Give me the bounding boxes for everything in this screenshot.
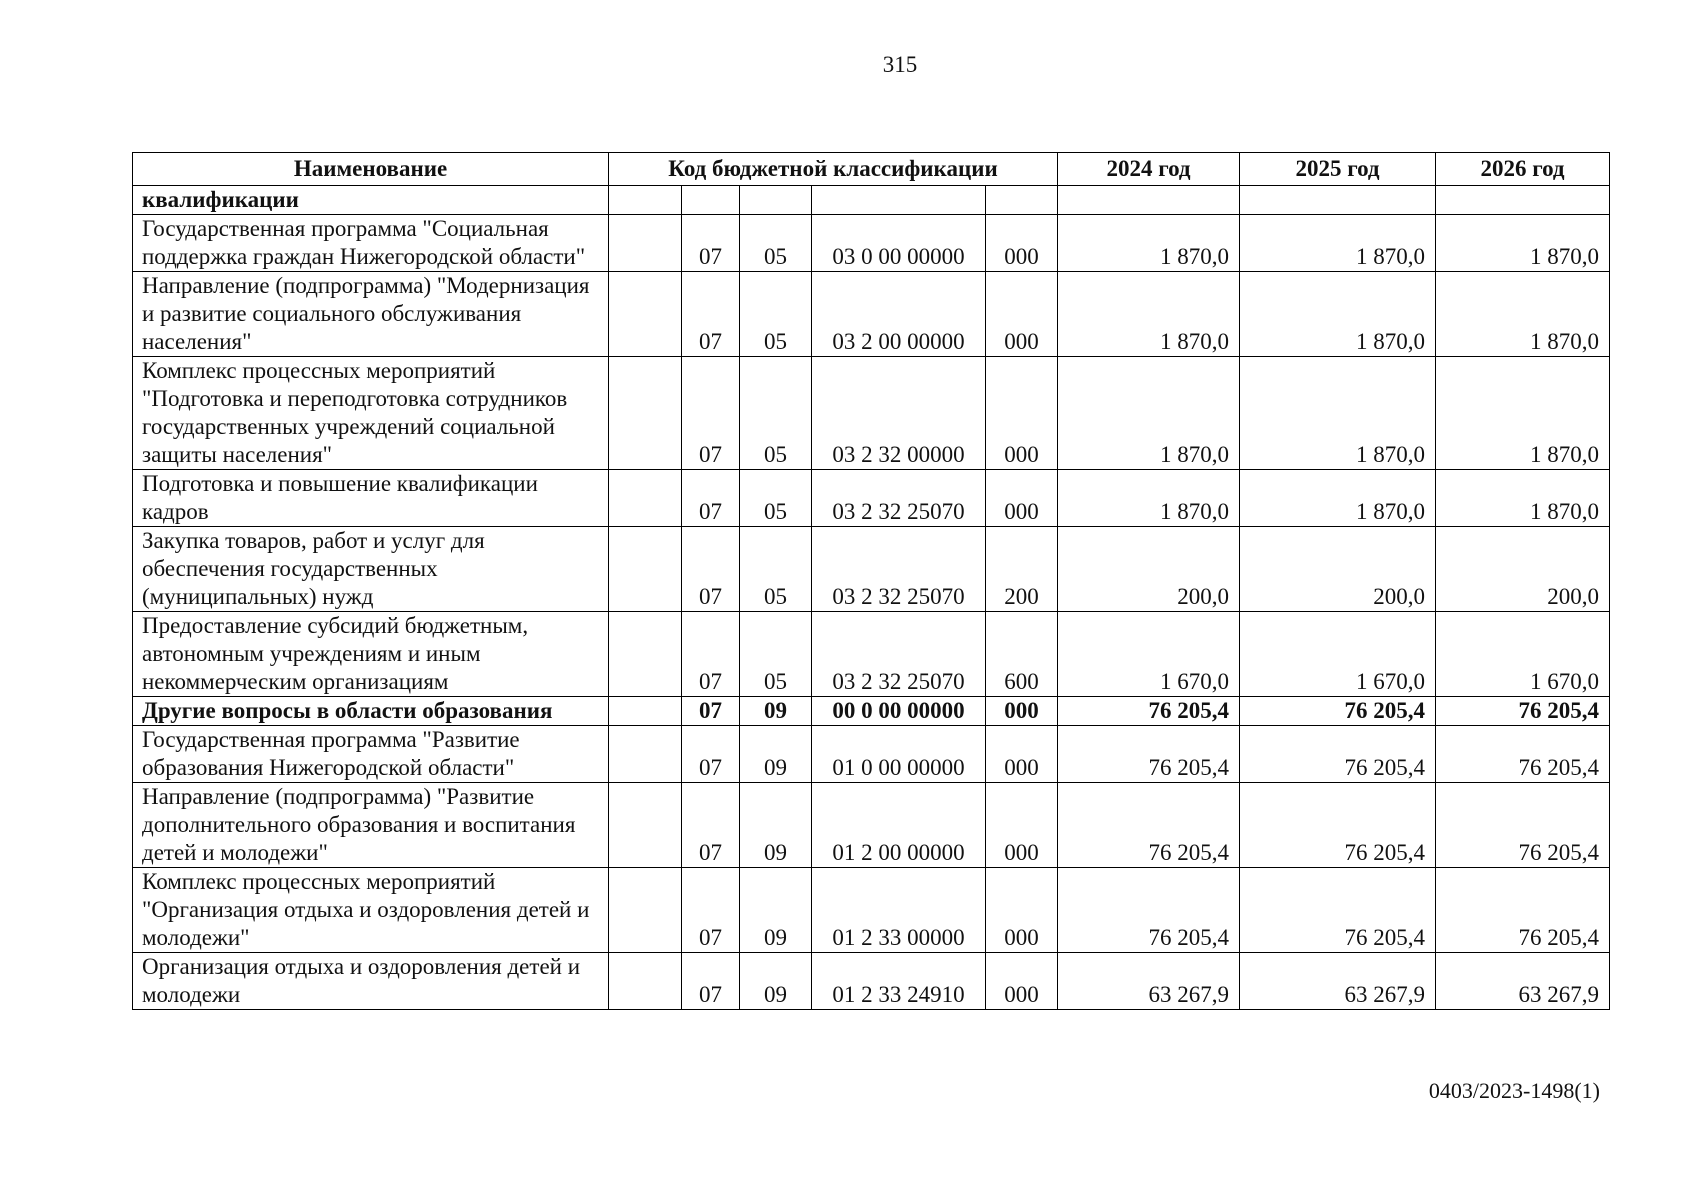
cell-name: Другие вопросы в области образования [133,697,609,726]
cell-code-empty [609,357,682,470]
cell-expense-type: 600 [986,612,1058,697]
cell-amount-2026: 1 670,0 [1436,612,1610,697]
cell-amount-2025: 76 205,4 [1240,726,1436,783]
cell-name: Комплекс процессных мероприятий "Подготовка и переподготовка сотрудников государственных учреждений социальной защиты населения" [133,357,609,470]
cell-target-article: 03 2 32 25070 [812,527,986,612]
cell-amount-2026: 76 205,4 [1436,783,1610,868]
cell-code-empty [609,470,682,527]
header-2026: 2026 год [1436,153,1610,186]
cell-expense-type: 000 [986,726,1058,783]
cell-name: Комплекс процессных мероприятий "Организация отдыха и оздоровления детей и молодежи" [133,868,609,953]
cell-amount-2025: 63 267,9 [1240,953,1436,1010]
cell-amount-2025: 1 870,0 [1240,272,1436,357]
cell-target-article: 03 2 32 25070 [812,612,986,697]
cell-target-article: 03 0 00 00000 [812,215,986,272]
cell-amount-2024: 76 205,4 [1058,726,1240,783]
cell-section: 07 [682,783,740,868]
cell-section: 07 [682,527,740,612]
cell-amount-2024: 200,0 [1058,527,1240,612]
table-row [133,357,1610,470]
cell-amount-2025 [1240,186,1436,215]
cell-subsection: 05 [740,272,812,357]
cell-amount-2026: 200,0 [1436,527,1610,612]
table-row [133,612,1610,697]
cell-amount-2025: 200,0 [1240,527,1436,612]
cell-target-article: 01 2 00 00000 [812,783,986,868]
cell-code-empty [609,215,682,272]
cell-amount-2024: 1 870,0 [1058,470,1240,527]
cell-expense-type: 000 [986,357,1058,470]
table-row [133,470,1610,527]
cell-amount-2026: 76 205,4 [1436,868,1610,953]
cell-target-article: 03 2 32 00000 [812,357,986,470]
cell-subsection: 09 [740,697,812,726]
table-row [133,697,1610,726]
cell-subsection: 09 [740,726,812,783]
cell-code-empty [609,953,682,1010]
header-2024: 2024 год [1058,153,1240,186]
cell-code-empty [609,697,682,726]
cell-section: 07 [682,612,740,697]
cell-amount-2026: 76 205,4 [1436,726,1610,783]
table-row [133,527,1610,612]
cell-target-article: 01 2 33 00000 [812,868,986,953]
cell-amount-2026: 1 870,0 [1436,357,1610,470]
cell-name: Направление (подпрограмма) "Модернизация и развитие социального обслуживания населения" [133,272,609,357]
cell-code-empty [609,612,682,697]
cell-section: 07 [682,868,740,953]
cell-amount-2025: 76 205,4 [1240,783,1436,868]
cell-section: 07 [682,697,740,726]
cell-section: 07 [682,357,740,470]
cell-expense-type: 000 [986,272,1058,357]
cell-amount-2024: 76 205,4 [1058,697,1240,726]
cell-name: Организация отдыха и оздоровления детей и молодежи [133,953,609,1010]
cell-subsection: 09 [740,868,812,953]
cell-expense-type: 000 [986,783,1058,868]
cell-amount-2024 [1058,186,1240,215]
cell-amount-2024: 76 205,4 [1058,783,1240,868]
cell-amount-2025: 1 670,0 [1240,612,1436,697]
cell-amount-2026: 63 267,9 [1436,953,1610,1010]
cell-subsection: 05 [740,215,812,272]
cell-expense-type: 000 [986,470,1058,527]
cell-target-article: 00 0 00 00000 [812,697,986,726]
cell-section [682,186,740,215]
cell-code-empty [609,726,682,783]
cell-expense-type [986,186,1058,215]
document-id: 0403/2023-1498(1) [1428,1078,1600,1103]
table-row [133,783,1610,868]
cell-amount-2026 [1436,186,1610,215]
header-name: Наименование [133,153,609,186]
cell-amount-2025: 1 870,0 [1240,470,1436,527]
cell-target-article [812,186,986,215]
cell-name: Подготовка и повышение квалификации кадров [133,470,609,527]
table-body [133,186,1610,1010]
cell-name: Государственная программа "Социальная поддержка граждан Нижегородской области" [133,215,609,272]
cell-expense-type: 000 [986,953,1058,1010]
table-row [133,215,1610,272]
table-row [133,272,1610,357]
cell-name: Направление (подпрограмма) "Развитие дополнительного образования и воспитания детей и молодежи" [133,783,609,868]
cell-expense-type: 000 [986,868,1058,953]
cell-amount-2024: 76 205,4 [1058,868,1240,953]
table-row [133,186,1610,215]
cell-name: Государственная программа "Развитие образования Нижегородской области" [133,726,609,783]
cell-amount-2025: 76 205,4 [1240,697,1436,726]
cell-amount-2026: 1 870,0 [1436,215,1610,272]
cell-code-empty [609,527,682,612]
cell-amount-2024: 1 870,0 [1058,272,1240,357]
cell-subsection: 05 [740,527,812,612]
cell-section: 07 [682,470,740,527]
cell-amount-2024: 1 870,0 [1058,357,1240,470]
cell-target-article: 01 2 33 24910 [812,953,986,1010]
cell-subsection: 05 [740,357,812,470]
cell-amount-2025: 76 205,4 [1240,868,1436,953]
cell-amount-2026: 76 205,4 [1436,697,1610,726]
cell-subsection: 05 [740,470,812,527]
budget-table [132,152,1610,1010]
cell-section: 07 [682,726,740,783]
cell-name: квалификации [133,186,609,215]
cell-code-empty [609,868,682,953]
table-header-row [133,153,1610,186]
cell-subsection: 09 [740,783,812,868]
cell-expense-type: 000 [986,215,1058,272]
cell-target-article: 01 0 00 00000 [812,726,986,783]
header-code: Код бюджетной классификации [609,153,1058,186]
cell-code-empty [609,783,682,868]
table-row [133,868,1610,953]
cell-target-article: 03 2 00 00000 [812,272,986,357]
cell-amount-2026: 1 870,0 [1436,470,1610,527]
cell-target-article: 03 2 32 25070 [812,470,986,527]
cell-amount-2025: 1 870,0 [1240,215,1436,272]
cell-amount-2024: 1 870,0 [1058,215,1240,272]
cell-section: 07 [682,215,740,272]
cell-subsection [740,186,812,215]
cell-name: Предоставление субсидий бюджетным, автономным учреждениям и иным некоммерческим организациям [133,612,609,697]
table-row [133,726,1610,783]
cell-code-empty [609,186,682,215]
cell-subsection: 05 [740,612,812,697]
cell-expense-type: 200 [986,527,1058,612]
cell-amount-2025: 1 870,0 [1240,357,1436,470]
page-number: 315 [882,52,918,77]
cell-code-empty [609,272,682,357]
cell-amount-2024: 63 267,9 [1058,953,1240,1010]
header-2025: 2025 год [1240,153,1436,186]
table-row [133,953,1610,1010]
cell-amount-2024: 1 670,0 [1058,612,1240,697]
cell-expense-type: 000 [986,697,1058,726]
cell-section: 07 [682,953,740,1010]
cell-name: Закупка товаров, работ и услуг для обеспечения государственных (муниципальных) нужд [133,527,609,612]
cell-section: 07 [682,272,740,357]
cell-subsection: 09 [740,953,812,1010]
cell-amount-2026: 1 870,0 [1436,272,1610,357]
